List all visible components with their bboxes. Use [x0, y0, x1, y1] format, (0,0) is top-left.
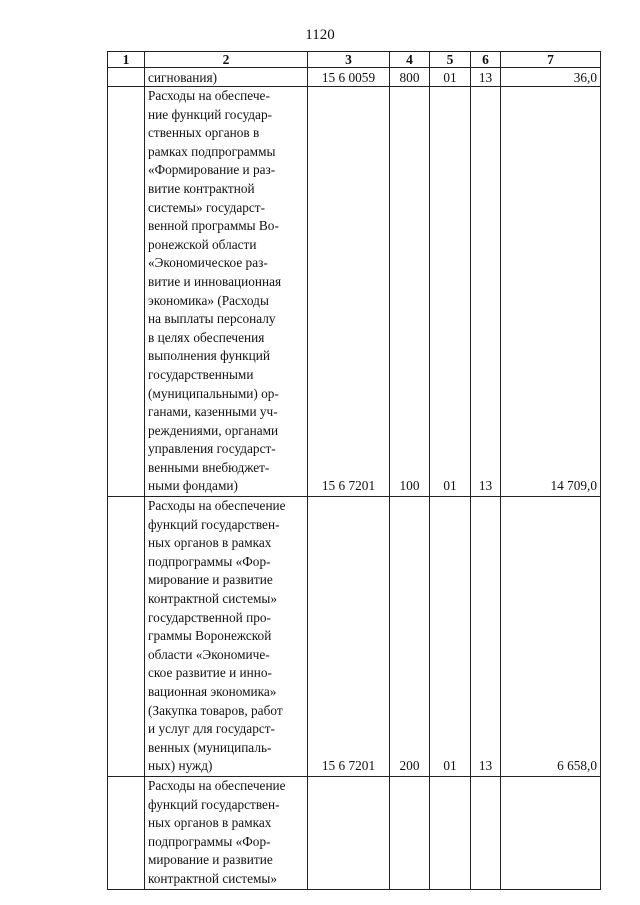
column-header: 1 — [108, 52, 145, 68]
column-header: 3 — [308, 52, 390, 68]
budget-table — [107, 51, 601, 890]
column-header: 4 — [390, 52, 430, 68]
vr-cell — [390, 776, 430, 889]
pr-cell — [471, 776, 501, 889]
row-number-cell — [108, 497, 145, 777]
column-header: 7 — [501, 52, 601, 68]
table-header-row — [108, 52, 601, 68]
row-number-cell — [108, 68, 145, 87]
amount-cell — [501, 776, 601, 889]
table-row — [108, 68, 601, 87]
code-cell: 15 6 0059 — [308, 68, 390, 87]
code-cell: 15 6 7201 — [308, 497, 390, 777]
pr-cell: 13 — [471, 497, 501, 777]
rz-cell: 01 — [430, 497, 471, 777]
table-row — [108, 497, 601, 777]
rz-cell: 01 — [430, 87, 471, 497]
pr-cell: 13 — [471, 87, 501, 497]
rz-cell: 01 — [430, 68, 471, 87]
amount-cell: 6 658,0 — [501, 497, 601, 777]
rz-cell — [430, 776, 471, 889]
description-cell: Расходы на обеспече- ние функций государ- ственных органов в рамках подпрограммы «Формирование и раз- витие контрактной системы» государст- венной программы Во- ронежской области «Экономическое раз- витие и инновационная экономика» (Расходы на выплаты персоналу в целях обеспечения выполнения функций государственными (муниципальными) ор- ганами, казенными уч- реждениями, органами управления государст- венными внебюджет- ными фондами) — [145, 87, 308, 497]
amount-cell: 14 709,0 — [501, 87, 601, 497]
row-number-cell — [108, 776, 145, 889]
amount-cell: 36,0 — [501, 68, 601, 87]
vr-cell: 800 — [390, 68, 430, 87]
column-header: 6 — [471, 52, 501, 68]
pr-cell: 13 — [471, 68, 501, 87]
description-cell: Расходы на обеспечение функций государствен- ных органов в рамках подпрограммы «Фор- мирование и развитие контрактной системы» государственной про- граммы Воронежской области «Экономиче- ское развитие и инно- вационная экономика» (Закупка товаров, работ и услуг для государст- венных (муниципаль- ных) нужд) — [145, 497, 308, 777]
page-number: 1120 — [305, 27, 335, 43]
description-cell: Расходы на обеспечение функций государствен- ных органов в рамках подпрограммы «Фор- мирование и развитие контрактной системы» — [145, 776, 308, 889]
vr-cell: 200 — [390, 497, 430, 777]
table-row — [108, 776, 601, 889]
code-cell: 15 6 7201 — [308, 87, 390, 497]
column-header: 5 — [430, 52, 471, 68]
vr-cell: 100 — [390, 87, 430, 497]
description-cell: сигнования) — [145, 68, 308, 87]
code-cell — [308, 776, 390, 889]
table-row — [108, 87, 601, 497]
row-number-cell — [108, 87, 145, 497]
column-header: 2 — [145, 52, 308, 68]
